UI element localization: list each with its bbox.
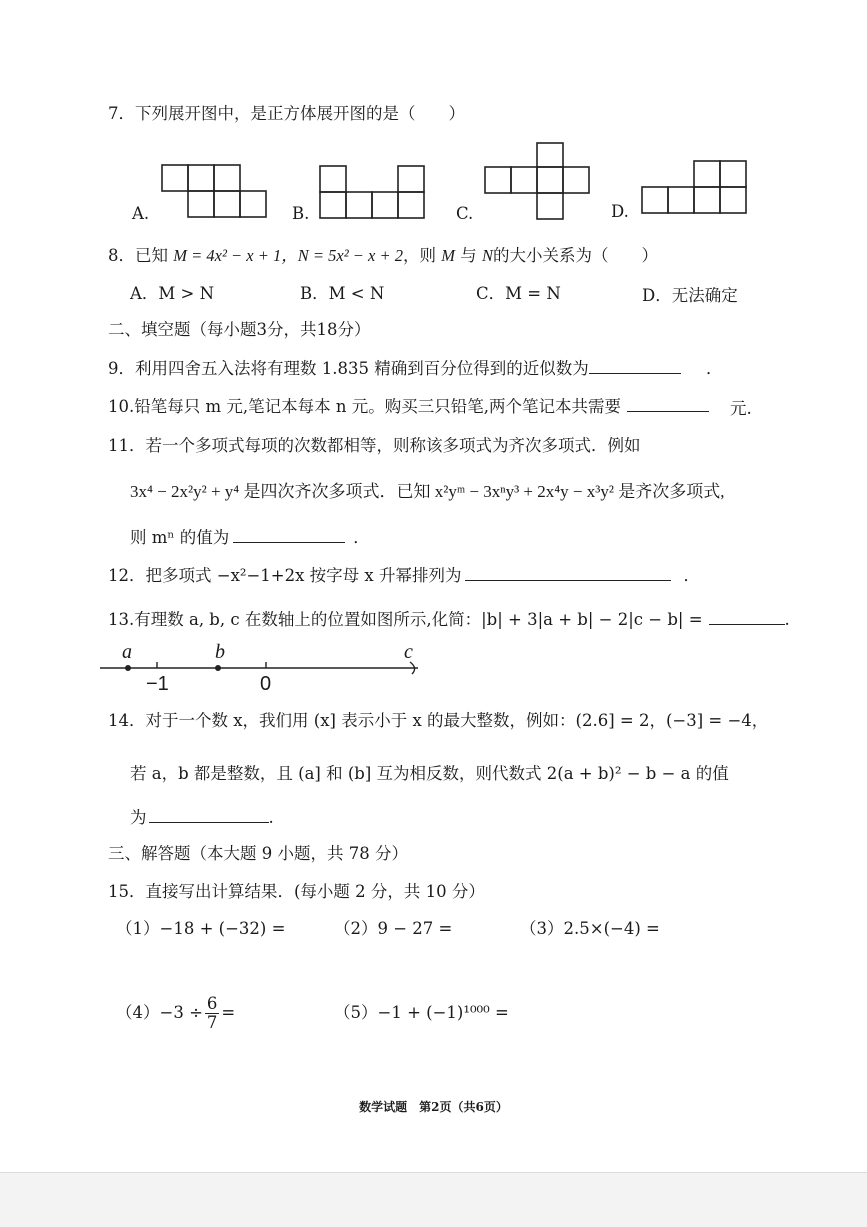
fraction-6-7: $\frac{6}{7}$ <box>206 994 218 1032</box>
q11-line1: 11．若一个多项式每项的次数都相等，则称该多项式为齐次多项式．例如 <box>108 436 641 455</box>
bottom-margin-band <box>0 1172 867 1227</box>
q14-line3: 为 . <box>130 808 274 827</box>
q12: 12．把多项式 −x²−1+2x 按字母 x 升幂排列为 ． <box>108 566 700 585</box>
page-footer: 数学试题 第2页（共6页） <box>359 1100 508 1114</box>
label-b: b <box>215 641 225 663</box>
q7-option-a[interactable]: A. <box>132 204 150 223</box>
q10-end: 元. <box>730 399 752 418</box>
q11-line3: 则 mⁿ 的值为 ． <box>130 528 370 547</box>
q13: 13.有理数 a, b, c 在数轴上的位置如图所示,化简：|b| + 3|a + b| − 2|c − b| = . <box>108 610 790 629</box>
cube-net-d <box>640 158 750 218</box>
q7-stem: 7．下列展开图中，是正方体展开图的是（ ） <box>108 104 465 123</box>
label-a: a <box>122 641 132 663</box>
q9-end: ． <box>706 359 723 378</box>
q15-title: 15．直接写出计算结果．(每小题 2 分，共 10 分） <box>108 882 485 901</box>
q8-option-c[interactable]: C．M = N <box>476 284 561 303</box>
q14-line2: 若 a，b 都是整数，且 (a] 和 (b] 互为相反数，则代数式 2(a + b)² − b − a 的值 <box>130 764 729 783</box>
q8-option-b[interactable]: B．M < N <box>300 284 385 303</box>
q7-option-b[interactable]: B. <box>292 204 310 223</box>
label-zero: 0 <box>260 673 272 695</box>
q11-line2: 3x⁴ − 2x²y² + y⁴ 是四次齐次多项式．已知 x²yᵐ − 3xⁿy³ + 2x⁴y − x³y² 是齐次多项式, <box>130 482 725 501</box>
q9-answer-blank[interactable] <box>589 357 681 374</box>
q7-option-d[interactable]: D. <box>611 202 629 221</box>
q15-part-3[interactable]: （3）2.5×(−4) = <box>520 919 660 938</box>
q14-line1: 14．对于一个数 x，我们用 (x] 表示小于 x 的最大整数，例如：(2.6] = 2，(−3] = −4， <box>108 711 769 730</box>
q15-part-2[interactable]: （2）9 − 27 = <box>334 919 453 938</box>
q12-answer-blank[interactable] <box>465 564 671 581</box>
q11-answer-blank[interactable] <box>233 526 345 543</box>
q15-part-4[interactable]: （4）−3 ÷ $\frac{6}{7}$ = <box>116 994 236 1032</box>
section-3-title: 三、解答题（本大题 9 小题，共 78 分） <box>108 844 408 863</box>
cube-net-b <box>318 163 428 221</box>
cube-net-c <box>483 142 593 222</box>
q8-stem: 8．已知 M = 4x² − x + 1，N = 5x² − x + 2，则 M 与 N的大小关系为（ ） <box>108 246 659 265</box>
q8-option-a[interactable]: A．M > N <box>130 284 215 303</box>
point-b <box>215 665 221 671</box>
label-c: c <box>404 641 413 663</box>
q15-part-5[interactable]: （5）−1 + (−1)¹⁰⁰⁰ = <box>334 1003 509 1022</box>
q7-option-c[interactable]: C. <box>456 204 474 223</box>
cube-net-a <box>160 162 270 220</box>
label-minus-1: −1 <box>146 673 169 695</box>
q8-option-d[interactable]: D．无法确定 <box>642 286 738 305</box>
point-a <box>125 665 131 671</box>
q14-answer-blank[interactable] <box>149 806 269 823</box>
q9: 9．利用四舍五入法将有理数 1.835 精确到百分位得到的近似数为 <box>108 357 681 381</box>
q10-answer-blank[interactable] <box>627 395 709 412</box>
q13-answer-blank[interactable] <box>709 608 785 625</box>
q15-part-1[interactable]: （1）−18 + (−32) = <box>116 919 286 938</box>
section-2-title: 二、填空题（每小题3分，共18分） <box>108 320 371 339</box>
q10: 10.铅笔每只 m 元,笔记本每本 n 元。购买三只铅笔,两个笔记本共需要 <box>108 395 709 419</box>
